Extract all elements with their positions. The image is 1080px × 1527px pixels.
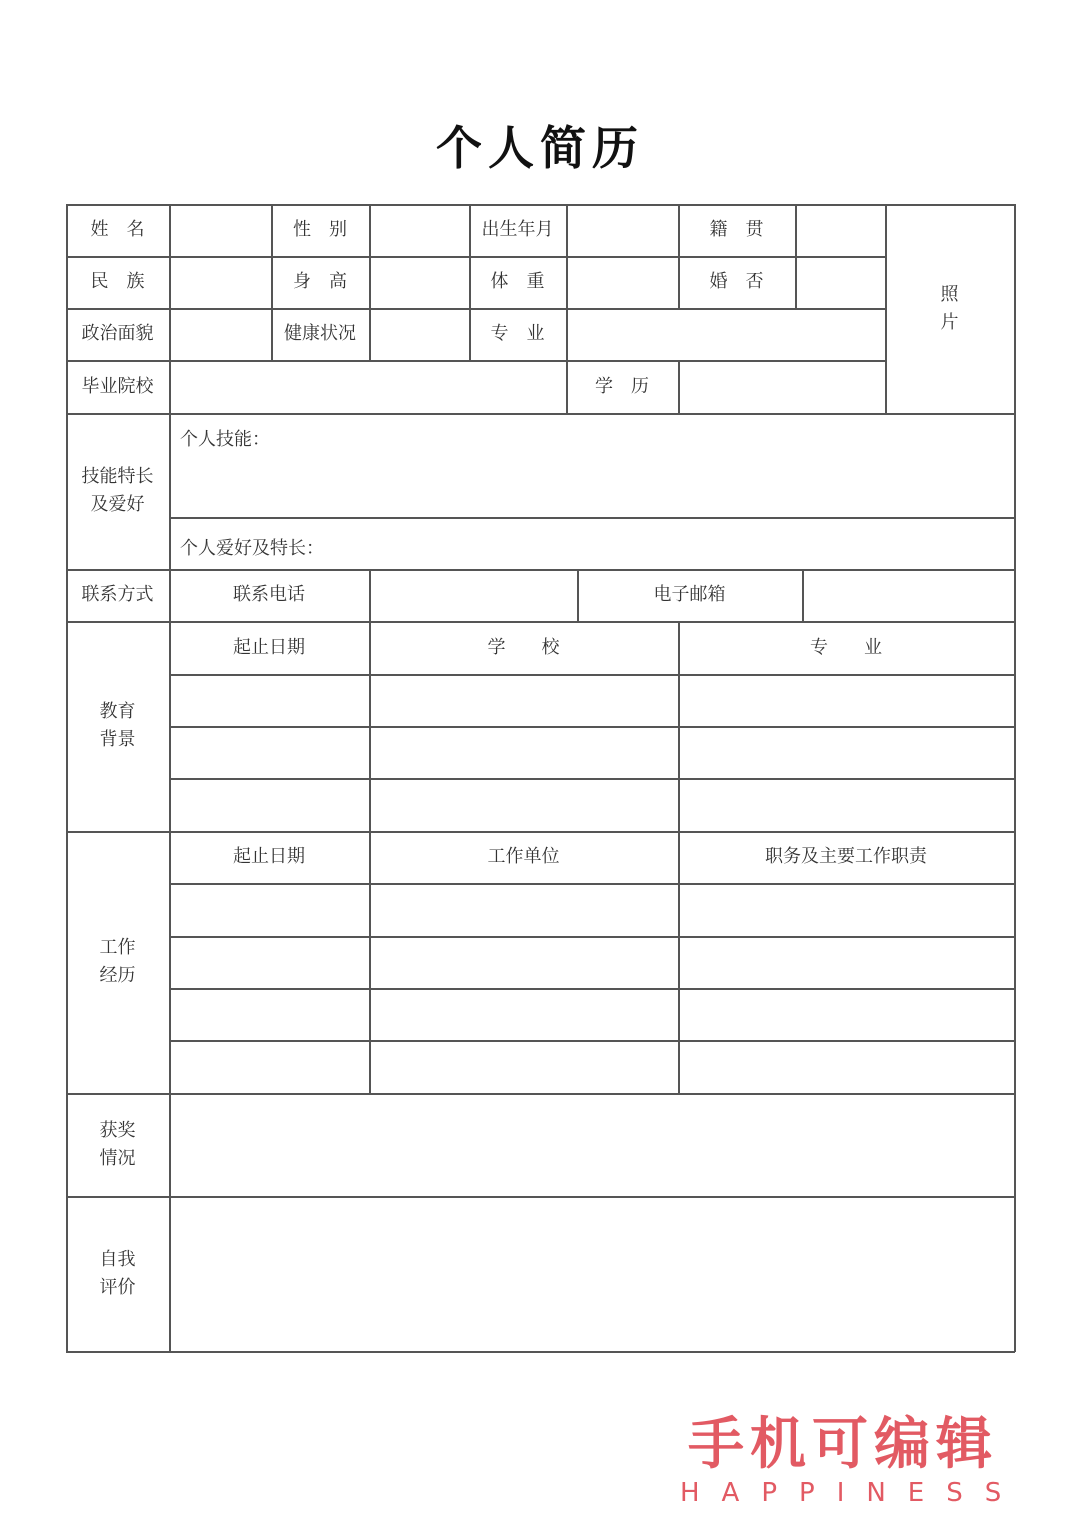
label-phone: 联系电话 (233, 584, 305, 605)
weight-field[interactable] (567, 257, 677, 308)
phone-field[interactable] (370, 570, 576, 621)
hobbies-label: 个人爱好及特长： (180, 538, 324, 559)
education-row-1[interactable] (170, 675, 1014, 726)
education-header-school: 学 校 (487, 636, 560, 658)
label-major: 专 业 (490, 323, 545, 344)
label-name: 姓 名 (90, 219, 145, 240)
education-row-2[interactable] (170, 727, 1014, 778)
photo-label-1: 照 (940, 283, 959, 305)
label-awards (66, 1093, 169, 1196)
label-skills (66, 413, 169, 569)
education-label-1: 教育 (99, 701, 136, 722)
label-contact: 联系方式 (81, 584, 154, 605)
table-border-right (1014, 204, 1016, 1352)
page-title: 个人简历 (436, 121, 644, 175)
major-field[interactable] (567, 309, 884, 360)
work-header-date: 起止日期 (233, 846, 305, 867)
label-weight: 体 重 (490, 271, 545, 292)
work-row-2[interactable] (170, 937, 1014, 988)
label-work (66, 831, 169, 1093)
watermark-subtext: HAPPINESS (680, 1478, 1024, 1508)
label-political: 政治面貌 (81, 323, 154, 344)
label-ethnicity: 民 族 (90, 271, 145, 292)
self-eval-label-2: 评价 (99, 1276, 136, 1298)
work-row-4[interactable] (170, 1041, 1014, 1093)
school-field[interactable] (170, 361, 565, 413)
work-label-1: 工作 (99, 937, 136, 958)
birth-field[interactable] (567, 205, 677, 256)
height-field[interactable] (370, 257, 468, 308)
work-row-3[interactable] (170, 989, 1014, 1040)
health-field[interactable] (370, 309, 468, 360)
education-header-date: 起止日期 (233, 636, 305, 658)
marital-field[interactable] (796, 257, 884, 308)
label-birth: 出生年月 (481, 219, 554, 240)
skills-label-2: 及爱好 (90, 494, 145, 515)
label-education (66, 621, 169, 831)
self-eval-label-1: 自我 (99, 1248, 136, 1270)
awards-label-2: 情况 (99, 1147, 136, 1169)
ethnicity-field[interactable] (170, 257, 270, 308)
label-native-place: 籍 贯 (709, 219, 764, 240)
gender-field[interactable] (370, 205, 468, 256)
degree-field[interactable] (679, 361, 884, 413)
photo-box[interactable] (885, 204, 1014, 413)
label-degree: 学 历 (595, 375, 649, 397)
email-field[interactable] (803, 570, 1014, 621)
work-header-duties: 职务及主要工作职责 (765, 846, 927, 867)
label-marital: 婚 否 (709, 271, 764, 292)
skills-label-1: 技能特长 (81, 466, 154, 487)
label-height: 身 高 (293, 271, 347, 292)
self-eval-field[interactable] (170, 1197, 1014, 1351)
native-place-field[interactable] (796, 205, 884, 256)
label-school: 毕业院校 (81, 375, 154, 397)
hobbies-field[interactable] (170, 518, 1014, 569)
political-field[interactable] (170, 309, 270, 360)
awards-label-1: 获奖 (99, 1119, 136, 1141)
label-self-eval (66, 1196, 169, 1351)
label-health: 健康状况 (284, 323, 356, 344)
work-label-2: 经历 (99, 965, 136, 986)
photo-label-2: 片 (940, 311, 959, 333)
label-email: 电子邮箱 (653, 584, 726, 605)
watermark-text: 手机可编辑 (688, 1412, 998, 1477)
personal-skills-label: 个人技能： (180, 429, 270, 450)
personal-skills-field[interactable] (170, 414, 1014, 517)
education-label-2: 背景 (99, 729, 136, 750)
awards-field[interactable] (170, 1094, 1014, 1196)
education-row-3[interactable] (170, 779, 1014, 831)
table-border-bottom (66, 1351, 1015, 1353)
work-row-1[interactable] (170, 884, 1014, 936)
name-field[interactable] (170, 205, 270, 256)
work-header-company: 工作单位 (487, 846, 560, 867)
education-header-major: 专 业 (810, 636, 882, 658)
label-gender: 性 别 (293, 219, 347, 240)
